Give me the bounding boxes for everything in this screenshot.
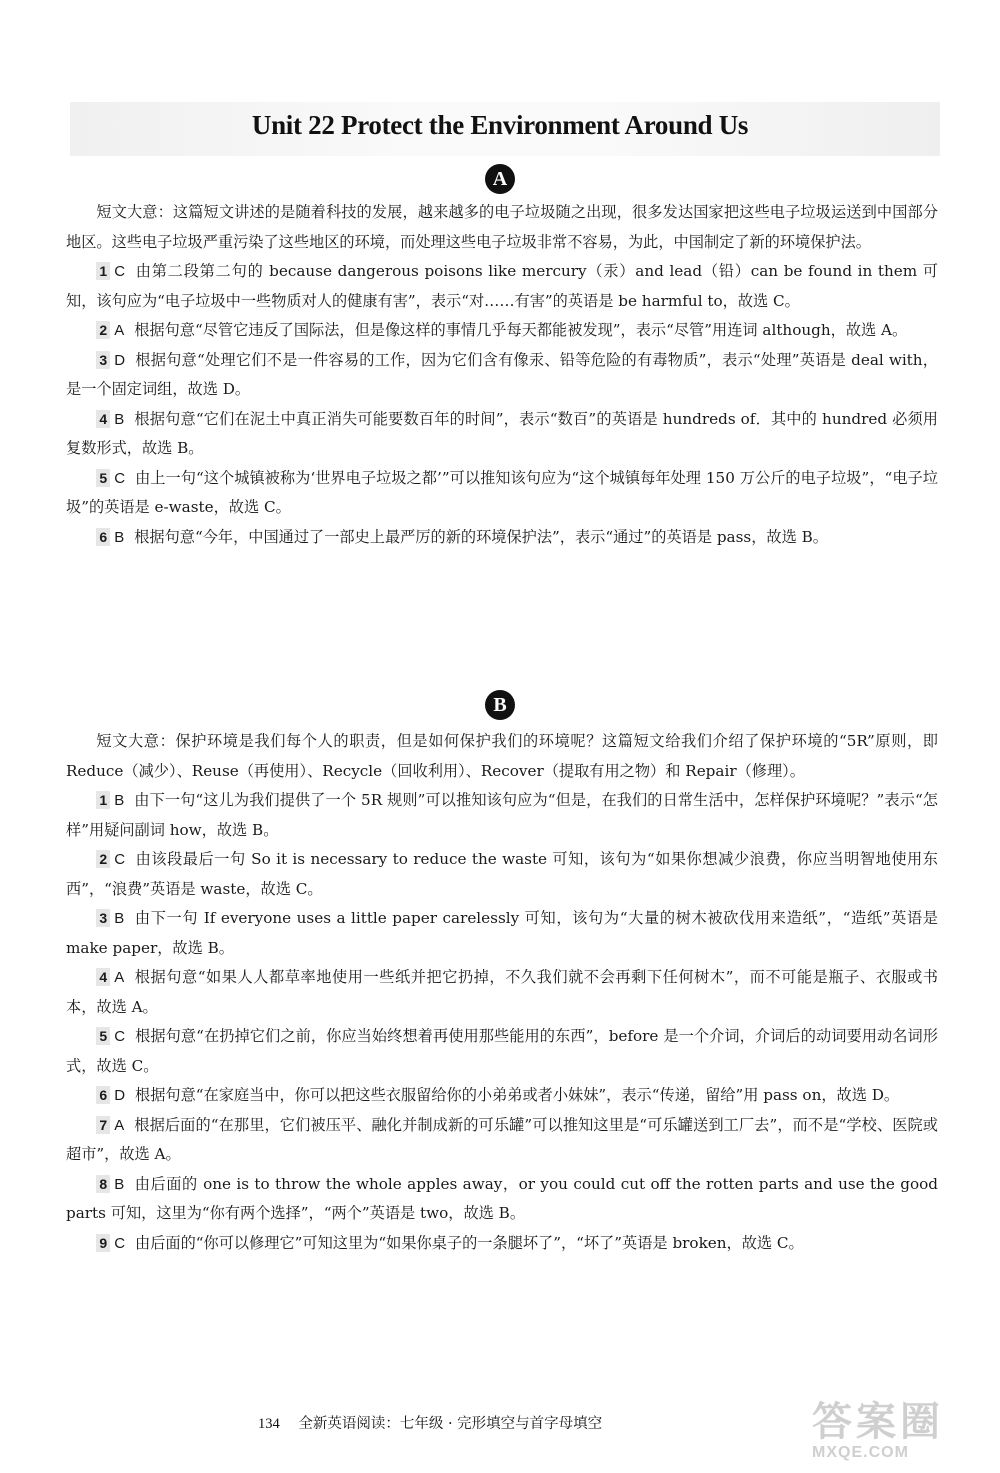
watermark-logo: 答案圈 bbox=[812, 1400, 944, 1444]
item-explanation: 由下一句“这儿为我们提供了一个 5R 规则”可以推知该句应为“但是，在我们的日常生活中，怎样保护环境呢？”表示“怎样”用疑问副词 how，故选 B。 bbox=[66, 791, 938, 839]
item-number: 4 bbox=[96, 968, 110, 986]
item-number: 3 bbox=[96, 351, 110, 369]
item-answer: D bbox=[114, 1087, 126, 1104]
item-answer: B bbox=[114, 792, 125, 809]
item-answer: A bbox=[114, 969, 125, 986]
item-answer: A bbox=[114, 1116, 125, 1134]
item-explanation: 根据句意“今年，中国通过了一部史上最严厉的新的环境保护法”，表示“通过”的英语是 pass，故选 B。 bbox=[134, 527, 828, 546]
section-b bbox=[66, 727, 938, 1258]
item-answer: B bbox=[114, 910, 125, 927]
page-footer bbox=[258, 1412, 602, 1433]
answer-item bbox=[66, 1081, 938, 1111]
item-number: 8 bbox=[96, 1175, 110, 1193]
answer-item bbox=[66, 904, 938, 963]
item-explanation: 根据后面的“在那里，它们被压平、融化并制成新的可乐罐”可以推知这里是“可乐罐送到工厂去”，而不是“学校、医院或超市”，故选 A。 bbox=[66, 1115, 938, 1163]
item-answer: C bbox=[114, 469, 126, 487]
answer-item bbox=[66, 786, 938, 845]
item-answer: D bbox=[114, 351, 126, 369]
section-a-items bbox=[66, 257, 938, 552]
book-title: 全新英语阅读：七年级 · 完形填空与首字母填空 bbox=[298, 1416, 603, 1432]
item-explanation: 根据句意“在家庭当中，你可以把这些衣服留给你的小弟弟或者小妹妹”，表示“传递，留给”用 pass on，故选 D。 bbox=[135, 1086, 900, 1104]
answer-item bbox=[66, 963, 938, 1022]
section-b-badge: B bbox=[485, 690, 515, 720]
answer-item bbox=[66, 257, 938, 316]
answer-item bbox=[66, 1229, 938, 1259]
item-number: 5 bbox=[96, 1027, 110, 1045]
answer-item bbox=[66, 346, 938, 405]
item-answer: C bbox=[114, 1234, 126, 1252]
answer-item bbox=[66, 1022, 938, 1081]
item-answer: B bbox=[114, 410, 125, 428]
item-explanation: 由后面的“你可以修理它”可知这里为“如果你桌子的一条腿坏了”，“坏了”英语是 broken，故选 C。 bbox=[135, 1233, 804, 1252]
answer-item bbox=[66, 1111, 938, 1170]
section-a bbox=[66, 198, 938, 552]
item-number: 6 bbox=[96, 528, 110, 546]
item-number: 3 bbox=[96, 909, 110, 927]
item-number: 1 bbox=[96, 791, 110, 809]
answer-item bbox=[66, 464, 938, 523]
section-a-summary: 短文大意：这篇短文讲述的是随着科技的发展，越来越多的电子垃圾随之出现，很多发达国家把这些电子垃圾运送到中国部分地区。这些电子垃圾严重污染了这些地区的环境，而处理这些电子垃圾非常不容易，为此，中国制定了新的环境保护法。 bbox=[66, 203, 938, 251]
item-number: 2 bbox=[96, 850, 110, 868]
item-number: 7 bbox=[96, 1116, 110, 1134]
section-b-items bbox=[66, 786, 938, 1258]
item-explanation: 根据句意“如果人人都草率地使用一些纸并把它扔掉，不久我们就不会再剩下任何树木”，而不可能是瓶子、衣服或书本，故选 A。 bbox=[66, 968, 938, 1016]
item-number: 1 bbox=[96, 262, 110, 280]
answer-item bbox=[66, 1170, 938, 1229]
item-explanation: 由上一句“这个城镇被称为‘世界电子垃圾之都’”可以推知该句应为“这个城镇每年处理 150 万公斤的电子垃圾”，“电子垃圾”的英语是 e-waste，故选 C。 bbox=[66, 468, 938, 516]
item-answer: A bbox=[114, 322, 125, 339]
item-explanation: 由下一句 If everyone uses a little paper carelessly 可知，该句为“大量的树木被砍伐用来造纸”，“造纸”英语是 make paper，故选 B。 bbox=[66, 909, 938, 957]
item-number: 4 bbox=[96, 410, 110, 428]
item-number: 2 bbox=[96, 321, 110, 339]
item-number: 6 bbox=[96, 1086, 110, 1104]
answer-item bbox=[66, 845, 938, 904]
item-explanation: 根据句意“在扔掉它们之前，你应当始终想着再使用那些能用的东西”，before 是一个介词，介词后的动词要用动名词形式，故选 C。 bbox=[66, 1027, 938, 1075]
item-answer: B bbox=[114, 528, 125, 546]
item-explanation: 由该段最后一句 So it is necessary to reduce the waste 可知，该句为“如果你想减少浪费，你应当明智地使用东西”，“浪费”英语是 waste，故选 C。 bbox=[66, 850, 938, 898]
answer-item bbox=[66, 316, 938, 346]
page-number: 134 bbox=[258, 1416, 280, 1432]
page-title: Unit 22 Protect the Environment Around Us bbox=[251, 110, 749, 140]
item-explanation: 根据句意“它们在泥土中真正消失可能要数百年的时间”，表示“数百”的英语是 hundreds of．其中的 hundred 必须用复数形式，故选 B。 bbox=[66, 409, 938, 457]
section-a-badge: A bbox=[485, 164, 515, 194]
section-b-summary: 短文大意：保护环境是我们每个人的职责，但是如何保护我们的环境呢？这篇短文给我们介绍了保护环境的“5R”原则，即 Reduce（减少）、Reuse（再使用）、Recycle（回收利用）、Recover（提取有用之物）和 Repair（修理）。 bbox=[66, 732, 938, 780]
answer-item bbox=[66, 405, 938, 464]
item-number: 5 bbox=[96, 469, 110, 487]
item-answer: C bbox=[114, 1028, 126, 1045]
item-answer: C bbox=[114, 851, 126, 868]
item-explanation: 根据句意“处理它们不是一件容易的工作，因为它们含有像汞、铅等危险的有毒物质”，表示“处理”英语是 deal with，是一个固定词组，故选 D。 bbox=[66, 350, 938, 398]
item-explanation: 由后面的 one is to throw the whole apples away，or you could cut off the rotten parts and use the good parts 可知，这里为“你有两个选择”，“两个”英语是 two，故选 B。 bbox=[66, 1174, 938, 1222]
watermark-url: MXQE.COM bbox=[812, 1444, 909, 1461]
item-answer: B bbox=[114, 1175, 125, 1193]
item-answer: C bbox=[114, 263, 126, 280]
item-number: 9 bbox=[96, 1234, 110, 1252]
item-explanation: 根据句意“尽管它违反了国际法，但是像这样的事情几乎每天都能被发现”，表示“尽管”用连词 although，故选 A。 bbox=[134, 321, 908, 339]
watermark bbox=[812, 1400, 982, 1464]
answer-item bbox=[66, 523, 938, 553]
item-explanation: 由第二段第二句的 because dangerous poisons like mercury（汞）and lead（铅）can be found in them 可知，该句应为“电子垃圾中一些物质对人的健康有害”，表示“对……有害”的英语是 be harmful to，故选 C。 bbox=[66, 262, 938, 310]
